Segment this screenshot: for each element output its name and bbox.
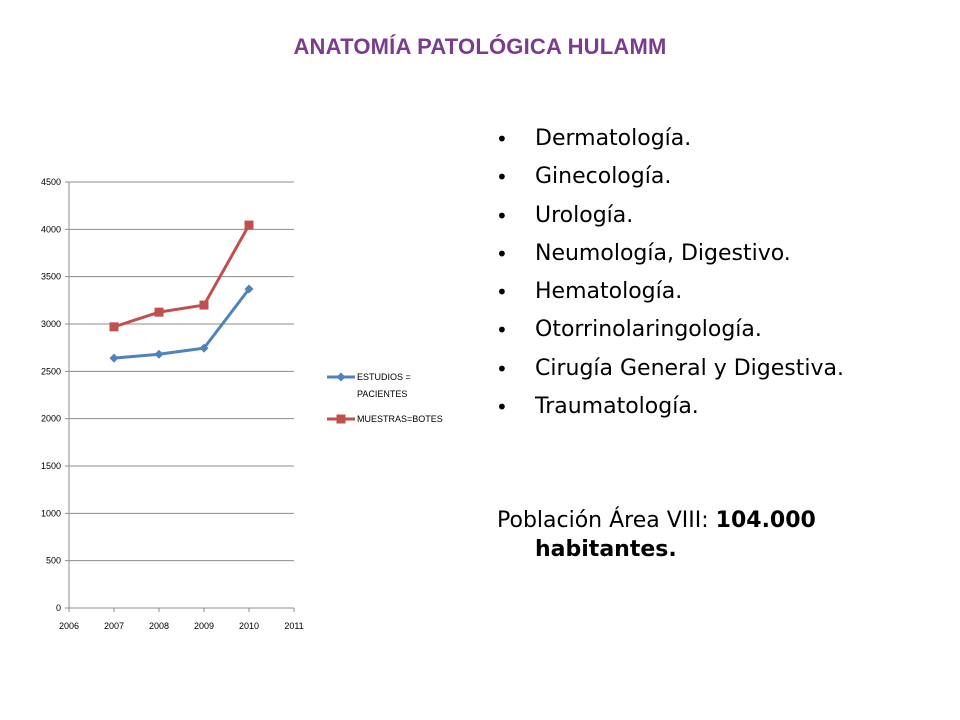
y-tick-label: 1500 [40, 461, 61, 471]
specialty-list [494, 120, 954, 426]
bullet-text: Cirugía General y Digestiva. [535, 355, 844, 381]
data-point-2 [155, 308, 164, 317]
bullet-item [494, 273, 954, 311]
population-value: 104.000 [715, 508, 816, 533]
bullet-dot-icon: • [496, 318, 508, 343]
x-tick-label: 2007 [103, 621, 125, 631]
bullet-item [494, 388, 954, 426]
x-tick-label: 2010 [238, 621, 260, 631]
y-tick-label: 2000 [40, 413, 61, 424]
bullet-item [494, 350, 954, 388]
x-tick-label: 2006 [58, 621, 80, 631]
population-block [497, 506, 957, 564]
bullet-dot-icon: • [496, 280, 508, 305]
y-tick-label: 4000 [40, 224, 61, 235]
legend-label-1: ESTUDIOS = [357, 372, 411, 382]
y-tick-label: 2500 [40, 366, 61, 377]
y-tick-label: 3000 [40, 319, 61, 329]
data-point-1 [155, 350, 164, 359]
y-tick-label: 1000 [40, 508, 61, 519]
bullet-item [494, 158, 954, 196]
y-tick-label: 3500 [40, 271, 61, 282]
bullet-dot-icon: • [496, 127, 508, 151]
bullet-dot-icon: • [496, 165, 508, 190]
bullet-text: Dermatología. [535, 126, 692, 151]
bullet-item [494, 197, 954, 235]
x-tick-label: 2009 [193, 621, 215, 631]
bullet-item [494, 120, 954, 158]
bullet-text: Ginecología. [535, 164, 672, 190]
data-point-2 [200, 301, 209, 310]
data-point-1 [110, 354, 119, 363]
x-tick-label: 2008 [148, 621, 170, 631]
legend-label-2: MUESTRAS=BOTES [357, 414, 443, 424]
population-label: Población Área VIII: [497, 508, 716, 533]
legend-marker-2 [337, 415, 346, 424]
population-unit: habitantes. [535, 537, 677, 562]
bullet-dot-icon: • [496, 241, 508, 266]
legend-label-1: PACIENTES [357, 389, 408, 399]
series-line-2 [114, 225, 249, 327]
y-tick-label: 500 [45, 555, 61, 566]
bullet-text: Otorrinolaringología. [535, 317, 762, 343]
data-point-2 [110, 322, 119, 331]
legend-marker-1 [337, 373, 346, 382]
bullet-text: Urología. [535, 202, 634, 228]
data-point-2 [245, 221, 254, 230]
line-chart [0, 160, 480, 640]
bullet-text: Traumatología. [535, 394, 699, 420]
bullet-text: Neumología, Digestivo. [535, 240, 791, 266]
bullet-item [494, 235, 954, 273]
y-tick-label: 0 [55, 603, 61, 613]
slide-title: ANATOMÍA PATOLÓGICA HULAMM [293, 34, 667, 59]
bullet-text: Hematología. [535, 279, 683, 305]
y-tick-label: 4500 [40, 177, 61, 187]
bullet-dot-icon: • [496, 356, 508, 381]
population-line-1 [497, 506, 957, 535]
line-chart-svg [0, 160, 480, 640]
bullet-dot-icon: • [496, 395, 508, 420]
x-tick-label: 2011 [284, 621, 304, 631]
bullet-dot-icon: • [496, 203, 508, 228]
bullet-item [494, 311, 954, 349]
